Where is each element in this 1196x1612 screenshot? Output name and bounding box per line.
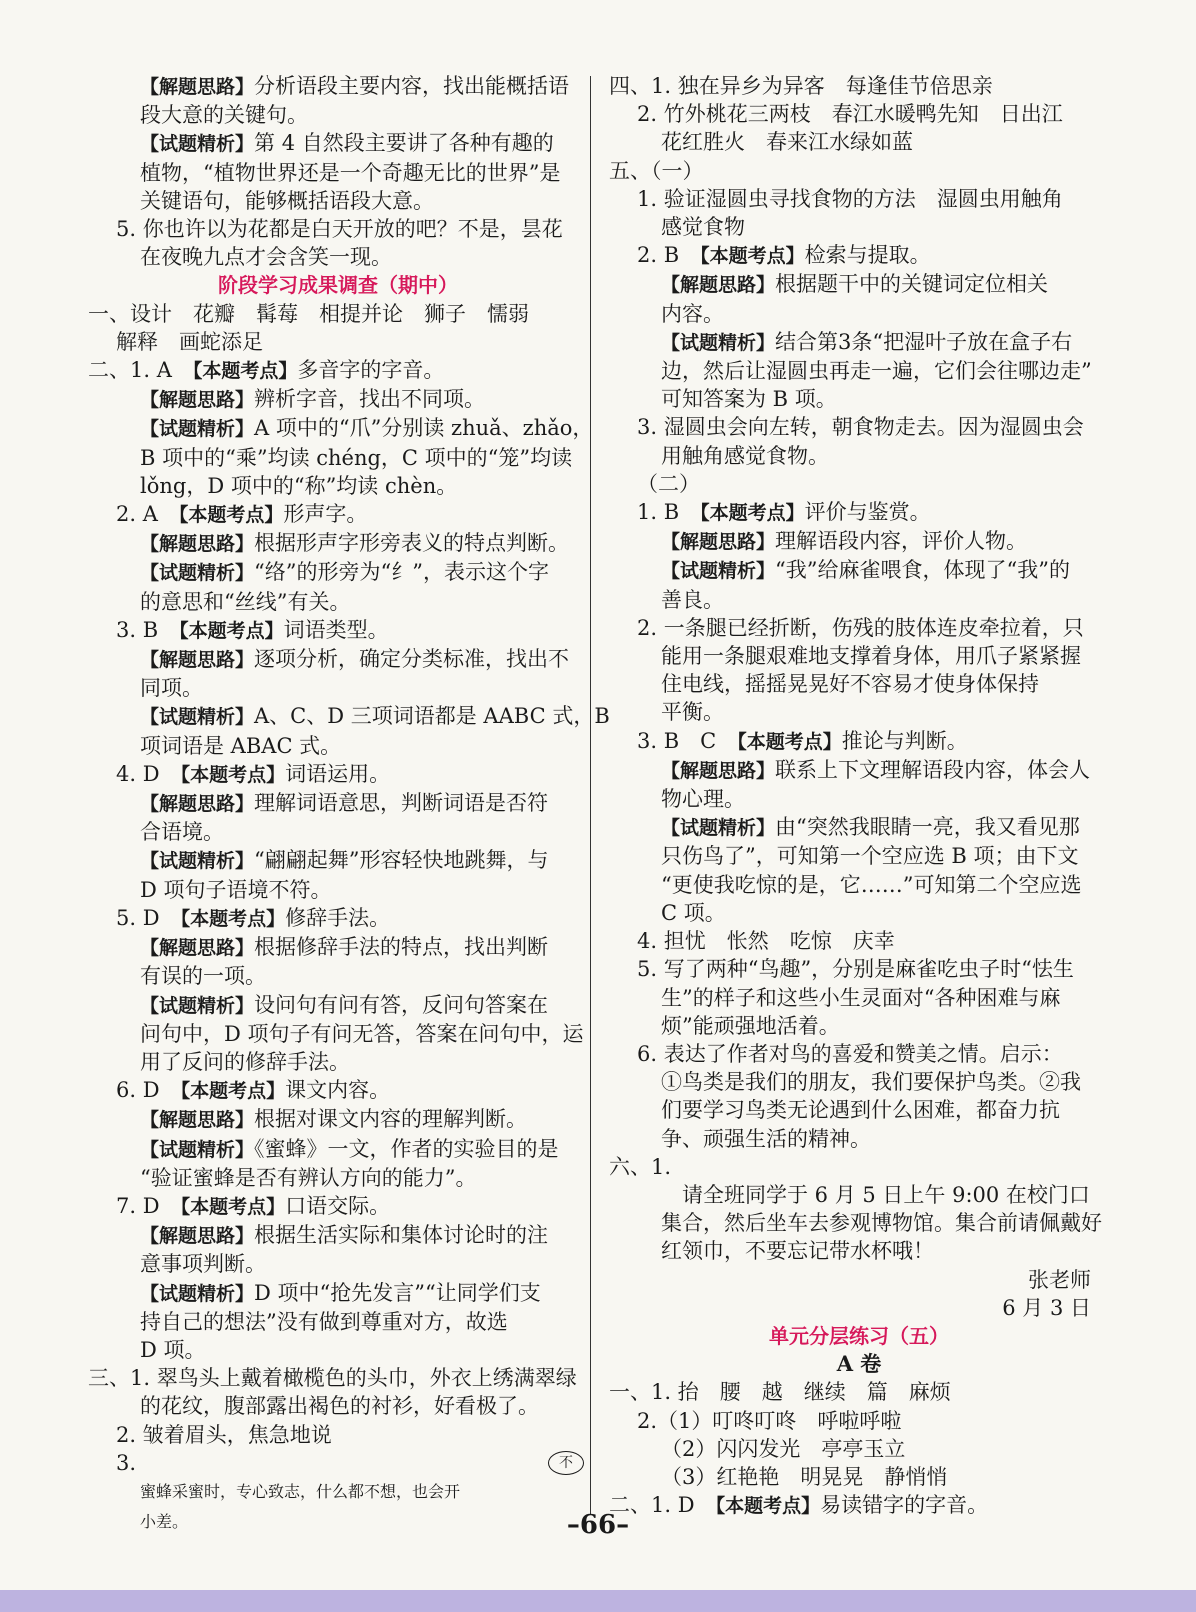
answer-text: 6. D xyxy=(116,1078,181,1103)
answer-text: 7. D xyxy=(116,1193,181,1218)
answer-line: 同项。 xyxy=(140,676,203,701)
answer-text: 联系上下文理解语段内容，体会人 xyxy=(775,757,1091,782)
answer-line: 段大意的关键句。 xyxy=(140,103,308,128)
label-tag: 【试题精析】 xyxy=(661,560,776,583)
label-tag: 【解题思路】 xyxy=(140,937,255,960)
label-tag: 【试题精析】 xyxy=(661,331,776,354)
answer-text: 口语交际。 xyxy=(285,1193,391,1218)
answer-line: 5. 写了两种“鸟趣”，分别是麻雀吃虫子时“怯生 xyxy=(637,957,1074,982)
answer-line: 争、顽强生活的精神。 xyxy=(661,1126,871,1151)
answer-text: 《蜜蜂》一文，作者的实验目的是 xyxy=(254,1136,559,1161)
answer-line xyxy=(88,1279,588,1308)
answer-text: “我”给麻雀喂食，体现了“我”的 xyxy=(775,558,1070,583)
answer-line xyxy=(88,904,588,933)
label-tag: 【试题精析】 xyxy=(140,1282,255,1305)
label-tag: 【本题考点】 xyxy=(179,619,284,642)
answer-text: 由“突然我眼睛一亮，我又看见那 xyxy=(775,815,1080,840)
label-tag: 【试题精析】 xyxy=(140,706,255,729)
answer-line: （2）闪闪发光 亭亭玉立 xyxy=(661,1436,906,1461)
answer-line: 2.（1）叮咚叮咚 呼啦呼啦 xyxy=(637,1408,902,1433)
label-tag: 【试题精析】 xyxy=(140,850,255,873)
answer-line xyxy=(609,727,1109,756)
answer-line: 的意思和“丝线”有关。 xyxy=(140,589,351,614)
answer-text: 逐项分析，确定分类标准，找出不 xyxy=(254,647,570,672)
answer-line: 四、1. 独在异乡为异客 每逢佳节倍思亲 xyxy=(609,74,993,98)
answer-line: 善良。 xyxy=(661,587,724,612)
answer-line: 在夜晚九点才会含笑一现。 xyxy=(140,245,392,270)
answer-line xyxy=(88,991,588,1020)
answer-line: ①鸟类是我们的朋友，我们要保护鸟类。②我 xyxy=(661,1070,1081,1095)
answer-line: 一、1. 抬 腰 越 继续 篇 麻烦 xyxy=(609,1380,951,1405)
answer-text: 2. A xyxy=(116,502,179,527)
answer-text: 结合第3条“把湿叶子放在盒子右 xyxy=(775,329,1073,354)
answer-text: 根据对课文内容的理解判断。 xyxy=(254,1107,528,1132)
answer-text: 理解词语意思，判断词语是否符 xyxy=(254,791,549,816)
answer-text: 易读错字的字音。 xyxy=(820,1493,989,1518)
answer-line: B 项中的“乘”均读 chéng，C 项中的“笼”均读 xyxy=(140,445,573,470)
answer-line xyxy=(88,129,588,158)
answer-line: 合语境。 xyxy=(140,820,224,845)
bottom-color-band xyxy=(0,1590,1196,1612)
answer-line: 关键语句，能够概括语段大意。 xyxy=(140,188,434,213)
answer-text: 分析语段主要内容，找出能概括语 xyxy=(254,74,570,98)
answer-line: lǒng，D 项中的“称”均读 chèn。 xyxy=(140,473,458,498)
column-divider xyxy=(590,76,591,1514)
answer-line: 的花纹，腹部露出褐色的衬衫，好看极了。 xyxy=(140,1394,539,1419)
answer-text: 词语运用。 xyxy=(285,761,391,786)
answer-line: 五、（一） xyxy=(609,158,704,183)
answer-text: “络”的形旁为“纟”，表示这个字 xyxy=(254,560,549,585)
label-tag: 【本题考点】 xyxy=(180,907,286,930)
answer-line xyxy=(88,414,594,443)
answer-text: 修辞手法。 xyxy=(285,905,391,930)
answer-line xyxy=(609,241,1109,270)
answer-line xyxy=(609,813,1109,842)
answer-line xyxy=(609,756,1109,785)
answer-text: 3. B xyxy=(116,617,180,642)
answer-line xyxy=(88,760,588,789)
answer-text: 第 4 自然段主要讲了各种有趣的 xyxy=(254,131,554,156)
answer-line xyxy=(88,789,588,818)
answer-text: 形声字。 xyxy=(283,502,368,527)
label-tag: 【本题考点】 xyxy=(180,1195,286,1218)
answer-text: 根据形声字形旁表义的特点判断。 xyxy=(254,531,570,556)
answer-text: A 项中的“爪”分别读 zhuǎ、zhǎo， xyxy=(254,416,594,441)
label-tag: 【解题思路】 xyxy=(140,1109,255,1132)
answer-line: 三、1. 翠鸟头上戴着橄榄色的头巾，外衣上绣满翠绿 xyxy=(88,1366,577,1391)
answer-line xyxy=(88,846,588,875)
answer-line: 持自己的想法”没有做到尊重对方，故选 xyxy=(140,1309,508,1334)
answer-line: 用了反问的修辞手法。 xyxy=(140,1049,350,1074)
answer-text: 根据题干中的关键词定位相关 xyxy=(775,272,1049,297)
answer-line: 请全班同学于 6 月 5 日上午 9:00 在校门口 xyxy=(661,1182,1090,1207)
answer-line: 们要学习鸟类无论遇到什么困难，都奋力抗 xyxy=(661,1098,1060,1123)
label-tag: 【本题考点】 xyxy=(700,245,805,268)
answer-line: 解释 画蛇添足 xyxy=(116,329,263,354)
answer-line: 可知答案为 B 项。 xyxy=(661,387,837,412)
answer-text: 多音字的字音。 xyxy=(297,358,445,383)
correction-line: 小差。 xyxy=(140,1511,189,1531)
answer-line xyxy=(88,933,588,962)
label-tag: 【解题思路】 xyxy=(661,759,776,782)
label-tag: 【解题思路】 xyxy=(661,531,776,554)
answer-text: 评价与鉴赏。 xyxy=(804,500,931,525)
label-tag: 【解题思路】 xyxy=(140,1225,255,1248)
answer-text: D 项中“抢先发言”“让同学们支 xyxy=(254,1280,541,1305)
answer-line xyxy=(88,616,588,645)
label-tag: 【试题精析】 xyxy=(140,994,255,1017)
answer-line: “验证蜜蜂是否有辨认方向的能力”。 xyxy=(140,1165,477,1190)
page-number: –66– xyxy=(566,1510,630,1540)
answer-text: 推论与判断。 xyxy=(841,728,968,753)
label-tag: 【本题考点】 xyxy=(178,504,284,527)
answer-line: 内容。 xyxy=(661,301,724,326)
answer-text: 词语类型。 xyxy=(283,617,389,642)
answer-line: 烦”能顽强地活着。 xyxy=(661,1013,840,1038)
answer-line: 1. 验证湿圆虫寻找食物的方法 湿圆虫用触角 xyxy=(637,186,1063,211)
section-heading: 阶段学习成果调查（期中） xyxy=(218,273,458,298)
answer-line xyxy=(88,72,588,101)
right-column xyxy=(609,72,1109,1520)
label-tag: 【本题考点】 xyxy=(192,360,298,383)
answer-line: （二） xyxy=(637,471,700,496)
answer-text: A、C、D 三项词语都是 AABC 式，B xyxy=(254,704,610,729)
answer-text: 课文内容。 xyxy=(285,1078,391,1103)
answer-line xyxy=(88,1221,588,1250)
answer-line: D 项。 xyxy=(140,1337,206,1362)
answer-line: C 项。 xyxy=(661,900,726,925)
answer-line xyxy=(88,702,610,731)
answer-line: 边，然后让湿圆虫再走一遍，它们会往哪边走” xyxy=(661,359,1092,384)
answer-line: 有误的一项。 xyxy=(140,964,266,989)
answer-line xyxy=(88,645,588,674)
answer-line: 红领巾，不要忘记带水杯哦！ xyxy=(661,1239,934,1264)
answer-line: 生”的样子和这些小生灵面对“各种困难与麻 xyxy=(661,985,1061,1010)
answer-line: 集合，然后坐车去参观博物馆。集合前请佩戴好 xyxy=(661,1211,1102,1236)
correction-line: 蜜蜂采蜜时，专心致志，什么都不想，也会开 xyxy=(140,1481,461,1501)
answer-line xyxy=(88,385,588,414)
answer-line: 问句中，D 项句子有问无答，答案在问句中，运 xyxy=(140,1021,584,1046)
answer-line: 只伤鸟了”，可知第一个空应选 B 项；由下文 xyxy=(661,844,1079,869)
section-heading: 单元分层练习（五） xyxy=(769,1323,949,1348)
label-tag: 【试题精析】 xyxy=(140,562,255,585)
answer-text: 二、1. D xyxy=(609,1493,716,1518)
answer-text: 1. B xyxy=(637,500,701,525)
answer-line: 用触角感觉食物。 xyxy=(661,443,829,468)
label-tag: 【解题思路】 xyxy=(140,533,255,556)
answer-text: 2. B xyxy=(637,243,701,268)
answer-text: 辨析字音，找出不同项。 xyxy=(254,387,486,412)
correction-mark: 不 xyxy=(548,1451,584,1475)
answer-line xyxy=(609,328,1109,357)
label-tag: 【本题考点】 xyxy=(715,1495,821,1518)
answer-line xyxy=(609,498,1109,527)
label-tag: 【本题考点】 xyxy=(737,730,842,753)
answer-line xyxy=(609,270,1109,299)
answer-text: 二、1. A xyxy=(88,358,193,383)
answer-line: 2. 皱着眉头，焦急地说 xyxy=(116,1422,332,1447)
label-tag: 【试题精析】 xyxy=(140,1138,255,1161)
sub-heading: A 卷 xyxy=(836,1351,882,1377)
answer-line: 感觉食物 xyxy=(661,215,745,240)
answer-line xyxy=(88,1076,588,1105)
answer-line xyxy=(609,556,1109,585)
answer-line: （3）红艳艳 明晃晃 静悄悄 xyxy=(661,1464,948,1489)
answer-text: 设问句有问有答，反问句答案在 xyxy=(254,992,549,1017)
answer-line xyxy=(88,529,588,558)
answer-text: 3. B C xyxy=(637,728,738,753)
answer-line: 6 月 3 日 xyxy=(1002,1295,1091,1320)
answer-line xyxy=(88,1192,588,1221)
answer-line: 意事项判断。 xyxy=(140,1252,266,1277)
answer-line: 项词语是 ABAC 式。 xyxy=(140,733,342,758)
answer-line: 3. 湿圆虫会向左转，朝食物走去。因为湿圆虫会 xyxy=(637,415,1084,440)
answer-line: 植物，“植物世界还是一个奇趣无比的世界”是 xyxy=(140,160,561,185)
answer-line: 张老师 xyxy=(1028,1267,1091,1292)
label-tag: 【解题思路】 xyxy=(140,649,255,672)
answer-line: 六、1. xyxy=(609,1154,672,1179)
answer-line xyxy=(88,558,588,587)
answer-line: 2. 竹外桃花三两枝 春江水暖鸭先知 日出江 xyxy=(637,102,1063,127)
answer-line: 6. 表达了作者对鸟的喜爱和赞美之情。启示： xyxy=(637,1041,1063,1066)
answer-text: 检索与提取。 xyxy=(804,243,931,268)
label-tag: 【试题精析】 xyxy=(140,133,255,156)
answer-line: D 项句子语境不符。 xyxy=(140,877,332,902)
answer-line xyxy=(88,500,588,529)
answer-line: 平衡。 xyxy=(661,700,724,725)
answer-line: 3. xyxy=(116,1450,137,1475)
label-tag: 【本题考点】 xyxy=(180,1080,286,1103)
answer-text: 根据修辞手法的特点，找出判断 xyxy=(254,935,549,960)
answer-line: “更使我吃惊的是，它……”可知第二个空应选 xyxy=(661,872,1082,897)
answer-line: 5. 你也许以为花都是白天开放的吧？不是，昙花 xyxy=(116,217,563,242)
answer-text: 5. D xyxy=(116,905,181,930)
label-tag: 【解题思路】 xyxy=(140,793,255,816)
answer-line: 能用一条腿艰难地支撑着身体，用爪子紧紧握 xyxy=(661,644,1081,669)
answer-line: 物心理。 xyxy=(661,787,745,812)
answer-line: 4. 担忧 怅然 吃惊 庆幸 xyxy=(637,929,895,954)
answer-line: 花红胜火 春来江水绿如蓝 xyxy=(661,130,913,155)
answer-line: 住电线，摇摇晃晃好不容易才使身体保持 xyxy=(661,672,1039,697)
answer-text: 根据生活实际和集体讨论时的注 xyxy=(254,1223,549,1248)
answer-line xyxy=(88,1135,588,1164)
label-tag: 【解题思路】 xyxy=(661,274,776,297)
answer-line xyxy=(88,1105,588,1134)
label-tag: 【解题思路】 xyxy=(140,389,255,412)
answer-line xyxy=(609,527,1109,556)
label-tag: 【本题考点】 xyxy=(180,763,286,786)
label-tag: 【解题思路】 xyxy=(140,76,255,98)
answer-line: 2. 一条腿已经折断，伤残的肢体连皮牵拉着，只 xyxy=(637,615,1084,640)
answer-text: “翩翩起舞”形容轻快地跳舞，与 xyxy=(254,848,549,873)
label-tag: 【试题精析】 xyxy=(140,418,255,441)
answer-line: 一、设计 花瓣 髯莓 相提并论 狮子 懦弱 xyxy=(88,301,529,326)
label-tag: 【本题考点】 xyxy=(700,502,805,525)
answer-text: 4. D xyxy=(116,761,181,786)
label-tag: 【试题精析】 xyxy=(661,817,776,840)
answer-text: 理解语段内容，评价人物。 xyxy=(775,529,1028,554)
answer-line xyxy=(88,356,588,385)
